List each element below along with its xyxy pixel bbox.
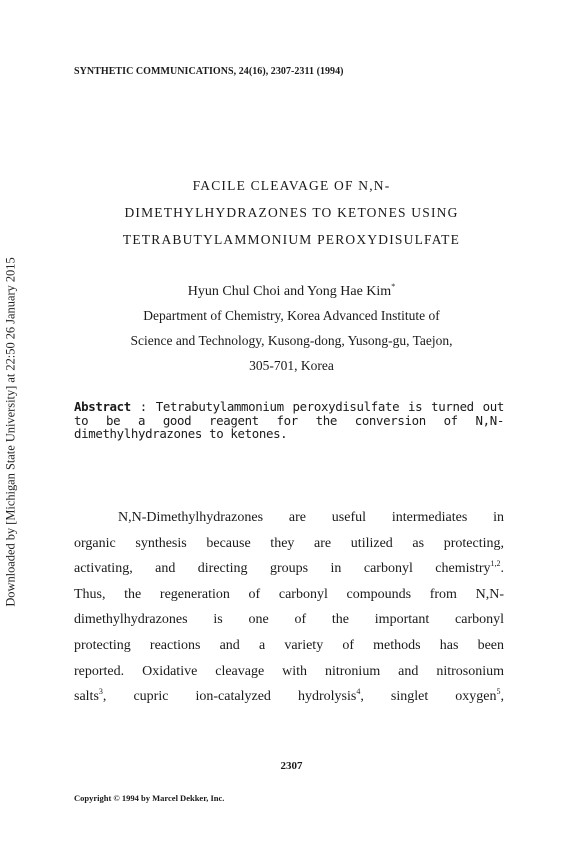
body-line bbox=[74, 582, 504, 608]
body-line bbox=[74, 556, 504, 582]
body-line-8-a: salts bbox=[74, 689, 99, 705]
author-mark: * bbox=[391, 282, 396, 291]
title-line-2: DIMETHYLHYDRAZONES TO KETONES USING bbox=[124, 205, 459, 220]
citation-1-2: 1,2 bbox=[490, 559, 501, 569]
citation-5: 5 bbox=[496, 687, 501, 697]
body-line bbox=[74, 684, 504, 710]
affiliation-line-1: Department of Chemistry, Korea Advanced Institute of bbox=[143, 308, 440, 323]
body-line bbox=[74, 531, 504, 557]
body-line-8-d: , bbox=[500, 689, 505, 705]
body-line-5: dimethylhydrazones is one of the important carbonyl bbox=[74, 612, 504, 628]
body-line-8 bbox=[74, 684, 504, 710]
download-note: Downloaded by [Michigan State University] at 22:50 26 January 2015 bbox=[3, 257, 18, 607]
title-line-3: TETRABUTYLAMMONIUM PEROXYDISULFATE bbox=[122, 232, 461, 247]
body-line bbox=[74, 633, 504, 659]
body-line-3-end: . bbox=[500, 561, 504, 577]
download-watermark bbox=[0, 0, 22, 867]
body-line-8-c: , singlet oxygen bbox=[360, 689, 497, 705]
body-line-3-text: activating, and directing groups in carbonyl chemistry bbox=[74, 561, 491, 577]
body-line bbox=[74, 505, 504, 531]
abstract-separator: : bbox=[130, 399, 156, 414]
copyright: Copyright © 1994 by Marcel Dekker, Inc. bbox=[74, 793, 225, 803]
citation-4: 4 bbox=[356, 687, 361, 697]
journal-header: SYNTHETIC COMMUNICATIONS, 24(16), 2307-2311 (1994) bbox=[74, 66, 344, 77]
abstract-label: Abstract bbox=[74, 399, 131, 414]
body-line bbox=[74, 659, 504, 685]
body-line-1: N,N-Dimethylhydrazones are useful intermediates in bbox=[118, 510, 504, 525]
body-line-3 bbox=[74, 556, 504, 582]
affiliation-line-2: Science and Technology, Kusong-dong, Yusong-gu, Taejon, bbox=[130, 333, 453, 348]
body-line-7: reported. Oxidative cleavage with nitronium and nitrosonium bbox=[74, 663, 504, 679]
authors-line bbox=[0, 284, 583, 300]
authors: Hyun Chul Choi and Yong Hae Kim bbox=[187, 284, 392, 299]
body-line bbox=[74, 607, 504, 633]
affiliation-line-3: 305-701, Korea bbox=[249, 358, 334, 373]
body-line-8-b: , cupric ion-catalyzed hydrolysis bbox=[102, 689, 357, 705]
abstract bbox=[74, 400, 504, 441]
body-line-2: organic synthesis because they are utilized as protecting, bbox=[74, 535, 504, 551]
body-text bbox=[74, 505, 504, 710]
body-line-4: Thus, the regeneration of carbonyl compounds from N,N- bbox=[74, 586, 504, 602]
title-line-1: FACILE CLEAVAGE OF N,N- bbox=[192, 178, 391, 193]
abstract-text: Tetrabutylammonium peroxydisulfate is turned out to be a good reagent for the conversion of N,N-dimethylhydrazones to ketones. bbox=[74, 399, 504, 441]
body-line-6: protecting reactions and a variety of methods has been bbox=[74, 637, 504, 653]
citation-3: 3 bbox=[98, 687, 103, 697]
page-number: 2307 bbox=[280, 760, 303, 772]
